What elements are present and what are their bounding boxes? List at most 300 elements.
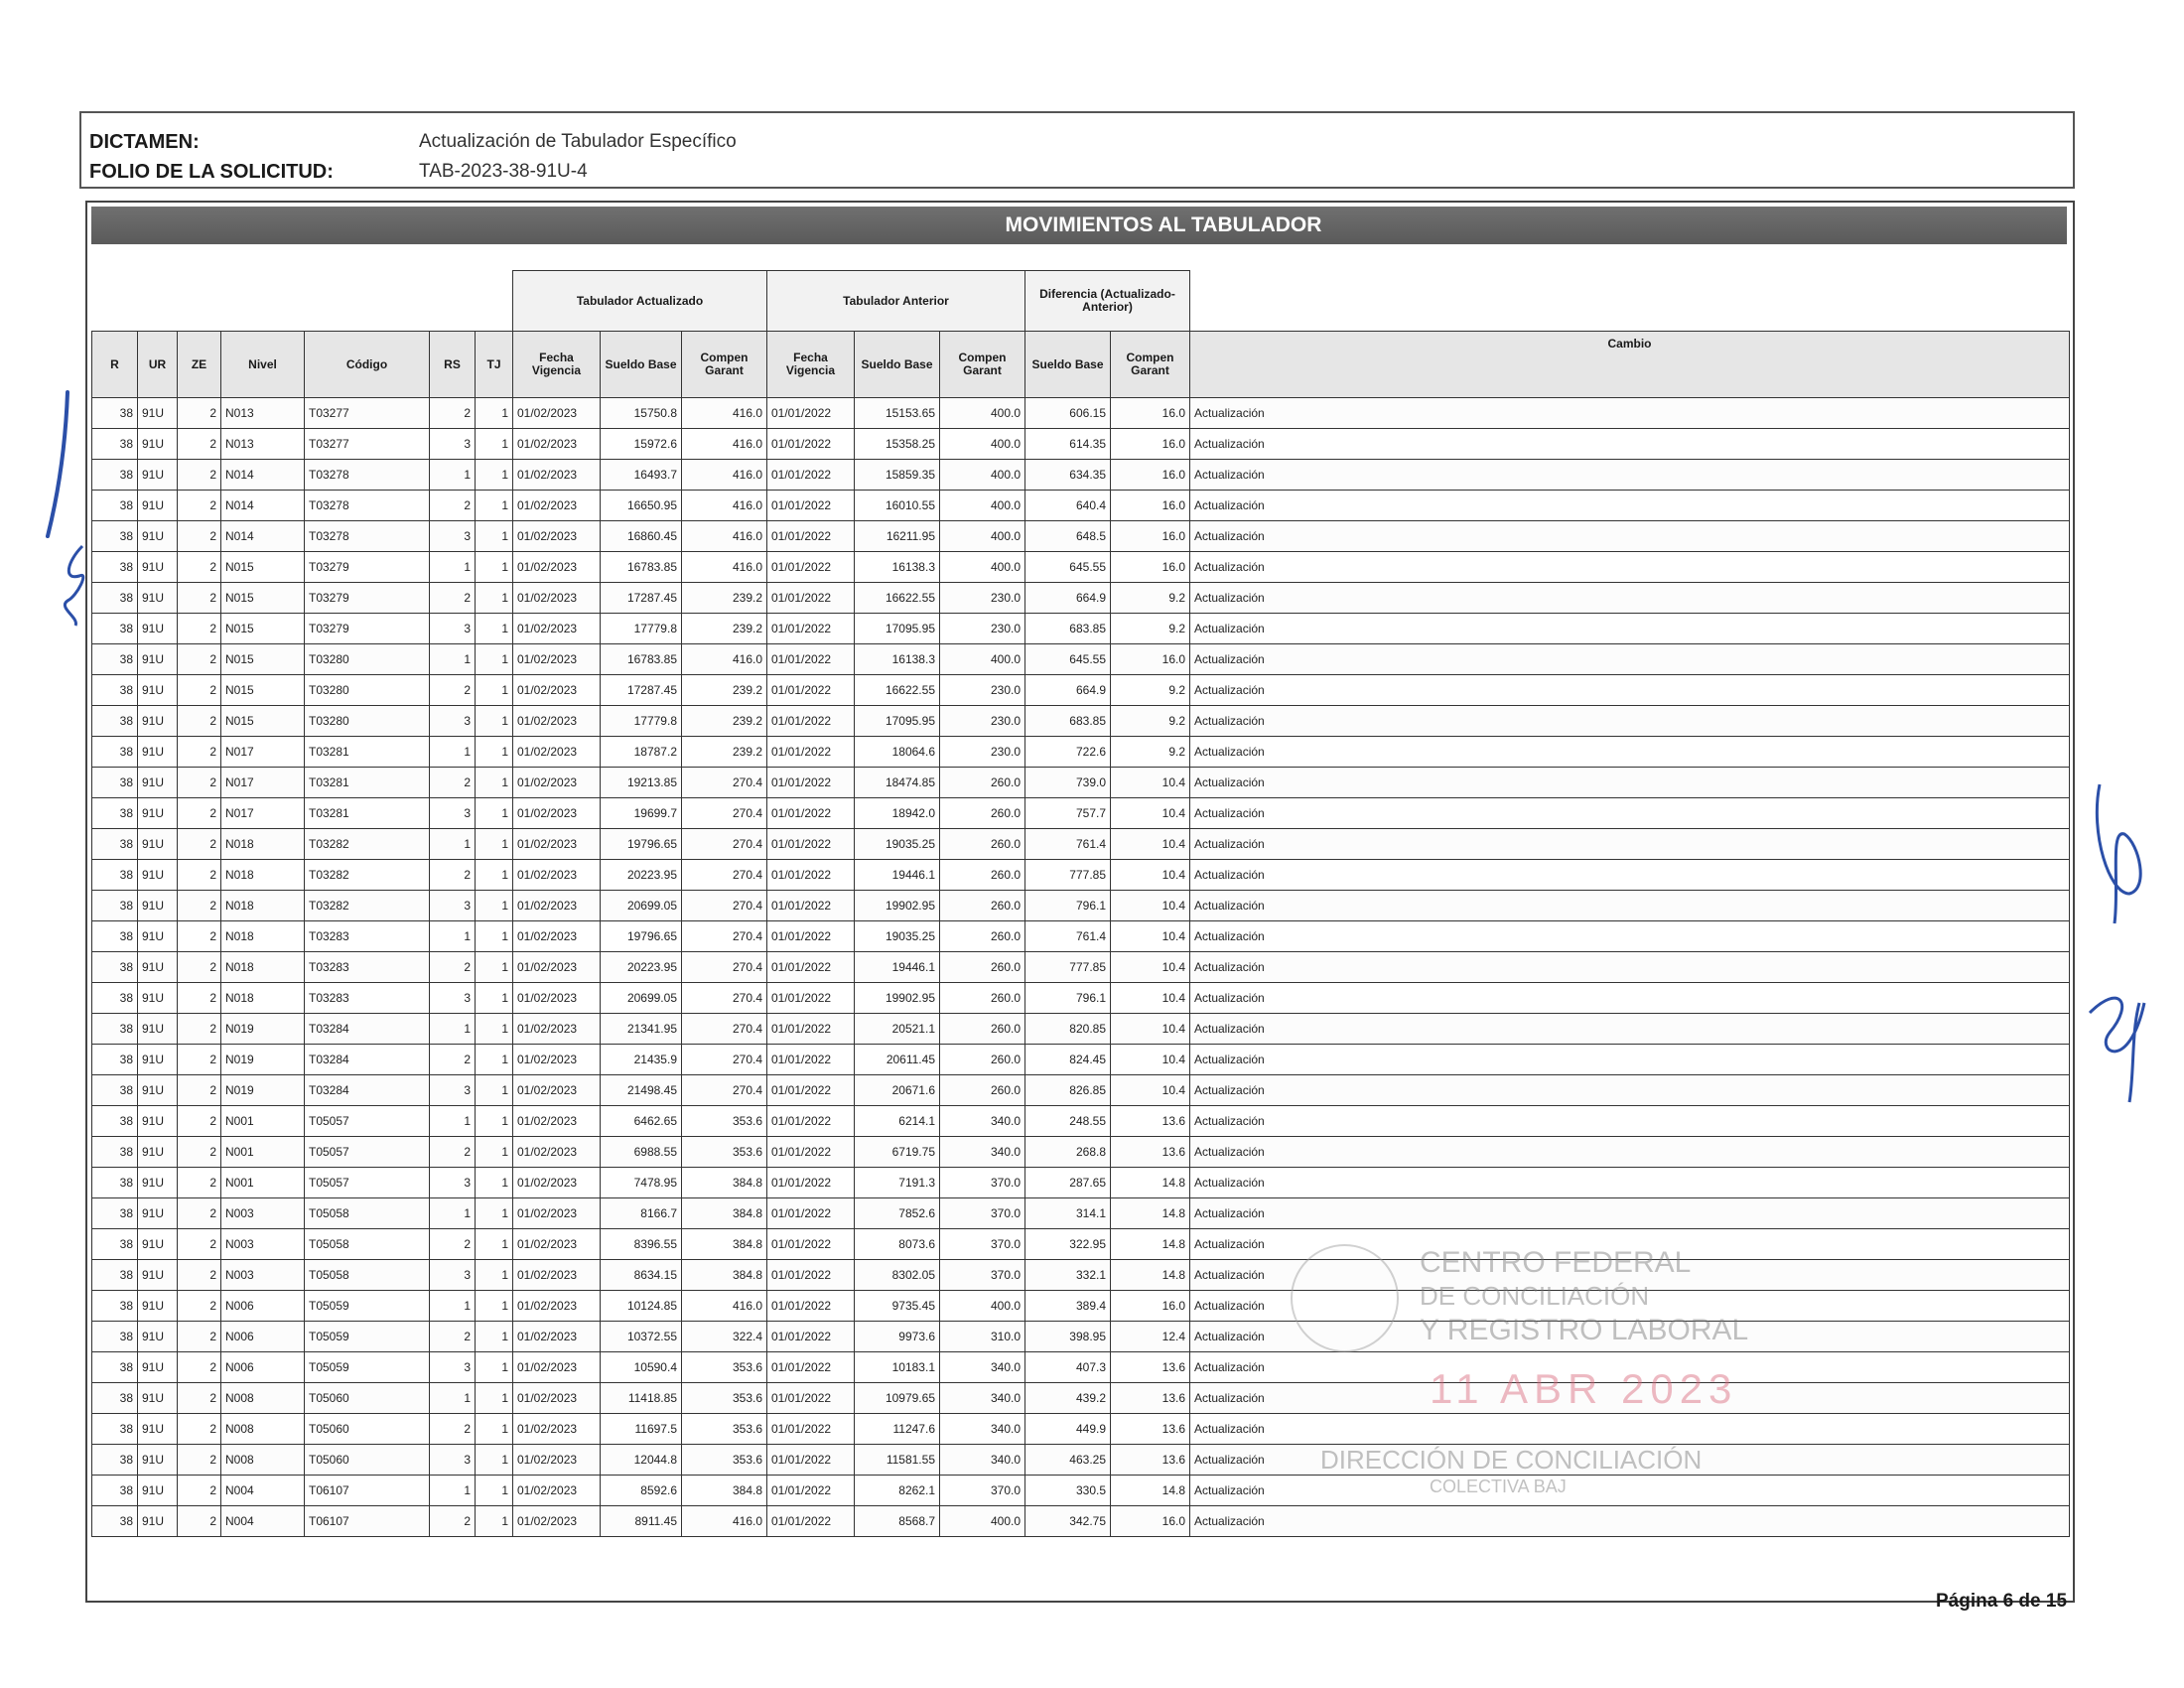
cell-sueldo-base-ant: 15859.35: [855, 460, 940, 491]
cell-cambio: Actualización: [1190, 829, 2070, 860]
cell-fecha-vigencia-act: 01/02/2023: [513, 921, 601, 952]
cell-sueldo-base-act: 16783.85: [601, 644, 682, 675]
cell-rs: 1: [430, 1014, 476, 1045]
col-nivel: Nivel: [221, 332, 305, 398]
cell-sueldo-base-ant: 8262.1: [855, 1476, 940, 1506]
cell-fecha-vigencia-ant: 01/01/2022: [767, 891, 855, 921]
cell-sueldo-base-dif: 664.9: [1025, 583, 1111, 614]
cell-ze: 2: [178, 1106, 221, 1137]
cell-tj: 1: [476, 491, 513, 521]
cell-compen-garant-act: 270.4: [682, 1045, 767, 1075]
cell-cambio: Actualización: [1190, 1352, 2070, 1383]
cell-r: 38: [92, 1198, 138, 1229]
cell-fecha-vigencia-act: 01/02/2023: [513, 1045, 601, 1075]
cell-r: 38: [92, 1445, 138, 1476]
cell-rs: 1: [430, 1476, 476, 1506]
cell-codigo: T03279: [305, 614, 430, 644]
cell-sueldo-base-act: 19699.7: [601, 798, 682, 829]
cell-ze: 2: [178, 983, 221, 1014]
cell-sueldo-base-ant: 16211.95: [855, 521, 940, 552]
cell-nivel: N003: [221, 1198, 305, 1229]
cell-fecha-vigencia-ant: 01/01/2022: [767, 1414, 855, 1445]
table-row: [92, 1075, 2070, 1106]
cell-tj: 1: [476, 1014, 513, 1045]
cell-fecha-vigencia-ant: 01/01/2022: [767, 1168, 855, 1198]
cell-compen-garant-act: 416.0: [682, 1506, 767, 1537]
cell-tj: 1: [476, 398, 513, 429]
cell-r: 38: [92, 429, 138, 460]
cell-ur: 91U: [138, 1137, 178, 1168]
cell-sueldo-base-ant: 10183.1: [855, 1352, 940, 1383]
cell-nivel: N003: [221, 1229, 305, 1260]
cell-cambio: Actualización: [1190, 583, 2070, 614]
cell-fecha-vigencia-ant: 01/01/2022: [767, 1045, 855, 1075]
col-compen-garant-dif: Compen Garant: [1111, 332, 1190, 398]
cell-sueldo-base-act: 16493.7: [601, 460, 682, 491]
cell-sueldo-base-act: 20699.05: [601, 983, 682, 1014]
cell-r: 38: [92, 1506, 138, 1537]
cell-compen-garant-dif: 10.4: [1111, 891, 1190, 921]
col-sueldo-base-ant: Sueldo Base: [855, 332, 940, 398]
cell-compen-garant-dif: 14.8: [1111, 1168, 1190, 1198]
cell-compen-garant-ant: 370.0: [940, 1168, 1025, 1198]
table-row: [92, 737, 2070, 768]
cell-codigo: T05058: [305, 1229, 430, 1260]
cell-sueldo-base-dif: 683.85: [1025, 614, 1111, 644]
cell-cambio: Actualización: [1190, 1014, 2070, 1045]
cell-ur: 91U: [138, 644, 178, 675]
cell-ze: 2: [178, 398, 221, 429]
cell-fecha-vigencia-act: 01/02/2023: [513, 952, 601, 983]
cell-codigo: T03279: [305, 583, 430, 614]
cell-sueldo-base-ant: 7191.3: [855, 1168, 940, 1198]
cell-sueldo-base-act: 17779.8: [601, 614, 682, 644]
cell-r: 38: [92, 798, 138, 829]
cell-fecha-vigencia-act: 01/02/2023: [513, 768, 601, 798]
cell-ze: 2: [178, 583, 221, 614]
cell-ze: 2: [178, 1198, 221, 1229]
cell-compen-garant-ant: 230.0: [940, 737, 1025, 768]
cell-sueldo-base-ant: 18942.0: [855, 798, 940, 829]
cell-ze: 2: [178, 644, 221, 675]
cell-compen-garant-dif: 16.0: [1111, 460, 1190, 491]
cell-sueldo-base-ant: 16010.55: [855, 491, 940, 521]
cell-tj: 1: [476, 675, 513, 706]
cell-cambio: Actualización: [1190, 1075, 2070, 1106]
cell-ur: 91U: [138, 1075, 178, 1106]
cell-sueldo-base-act: 8166.7: [601, 1198, 682, 1229]
cell-codigo: T03282: [305, 860, 430, 891]
cell-sueldo-base-ant: 15153.65: [855, 398, 940, 429]
cell-ze: 2: [178, 552, 221, 583]
cell-ze: 2: [178, 1229, 221, 1260]
cell-nivel: N004: [221, 1506, 305, 1537]
cell-sueldo-base-dif: 820.85: [1025, 1014, 1111, 1045]
cell-fecha-vigencia-act: 01/02/2023: [513, 614, 601, 644]
cell-ur: 91U: [138, 552, 178, 583]
cell-fecha-vigencia-act: 01/02/2023: [513, 1014, 601, 1045]
cell-sueldo-base-dif: 463.25: [1025, 1445, 1111, 1476]
cell-tj: 1: [476, 1075, 513, 1106]
cell-codigo: T03284: [305, 1014, 430, 1045]
cell-cambio: Actualización: [1190, 552, 2070, 583]
cell-codigo: T05060: [305, 1445, 430, 1476]
col-rs: RS: [430, 332, 476, 398]
cell-cambio: Actualización: [1190, 1322, 2070, 1352]
group-blank-cambio: [1190, 271, 2070, 332]
cell-tj: 1: [476, 860, 513, 891]
cell-codigo: T03278: [305, 460, 430, 491]
cell-sueldo-base-ant: 20671.6: [855, 1075, 940, 1106]
cell-r: 38: [92, 1291, 138, 1322]
cell-fecha-vigencia-act: 01/02/2023: [513, 891, 601, 921]
cell-rs: 2: [430, 491, 476, 521]
cell-sueldo-base-dif: 398.95: [1025, 1322, 1111, 1352]
cell-ur: 91U: [138, 1291, 178, 1322]
cell-ze: 2: [178, 1414, 221, 1445]
cell-compen-garant-ant: 230.0: [940, 614, 1025, 644]
cell-cambio: Actualización: [1190, 1198, 2070, 1229]
cell-ur: 91U: [138, 706, 178, 737]
cell-sueldo-base-dif: 761.4: [1025, 921, 1111, 952]
cell-sueldo-base-dif: 824.45: [1025, 1045, 1111, 1075]
cell-ur: 91U: [138, 1352, 178, 1383]
cell-r: 38: [92, 891, 138, 921]
cell-nivel: N019: [221, 1014, 305, 1045]
cell-r: 38: [92, 491, 138, 521]
cell-sueldo-base-dif: 722.6: [1025, 737, 1111, 768]
cell-ze: 2: [178, 1260, 221, 1291]
cell-cambio: Actualización: [1190, 521, 2070, 552]
cell-sueldo-base-act: 19213.85: [601, 768, 682, 798]
col-fecha-vigencia-ant: Fecha Vigencia: [767, 332, 855, 398]
cell-tj: 1: [476, 583, 513, 614]
cell-cambio: Actualización: [1190, 1229, 2070, 1260]
cell-tj: 1: [476, 1445, 513, 1476]
cell-cambio: Actualización: [1190, 614, 2070, 644]
cell-compen-garant-dif: 10.4: [1111, 798, 1190, 829]
cell-compen-garant-act: 239.2: [682, 583, 767, 614]
cell-compen-garant-ant: 370.0: [940, 1229, 1025, 1260]
cell-sueldo-base-dif: 287.65: [1025, 1168, 1111, 1198]
cell-fecha-vigencia-act: 01/02/2023: [513, 860, 601, 891]
cell-rs: 2: [430, 1045, 476, 1075]
cell-compen-garant-ant: 310.0: [940, 1322, 1025, 1352]
cell-compen-garant-dif: 9.2: [1111, 614, 1190, 644]
cell-r: 38: [92, 1014, 138, 1045]
cell-ze: 2: [178, 737, 221, 768]
cell-compen-garant-ant: 400.0: [940, 644, 1025, 675]
cell-ze: 2: [178, 460, 221, 491]
cell-compen-garant-act: 270.4: [682, 1075, 767, 1106]
cell-tj: 1: [476, 614, 513, 644]
header-box: [79, 111, 2075, 189]
cell-compen-garant-act: 384.8: [682, 1168, 767, 1198]
cell-ur: 91U: [138, 1322, 178, 1352]
cell-tj: 1: [476, 1476, 513, 1506]
cell-sueldo-base-act: 21498.45: [601, 1075, 682, 1106]
cell-ur: 91U: [138, 1383, 178, 1414]
col-ur: UR: [138, 332, 178, 398]
cell-compen-garant-ant: 230.0: [940, 583, 1025, 614]
cell-ze: 2: [178, 1322, 221, 1352]
cell-nivel: N018: [221, 983, 305, 1014]
cell-cambio: Actualización: [1190, 1045, 2070, 1075]
cell-rs: 3: [430, 1352, 476, 1383]
cell-fecha-vigencia-ant: 01/01/2022: [767, 829, 855, 860]
cell-sueldo-base-ant: 9973.6: [855, 1322, 940, 1352]
cell-sueldo-base-dif: 664.9: [1025, 675, 1111, 706]
cell-compen-garant-act: 270.4: [682, 921, 767, 952]
cell-ur: 91U: [138, 1260, 178, 1291]
cell-ze: 2: [178, 1168, 221, 1198]
cell-compen-garant-act: 270.4: [682, 798, 767, 829]
cell-nivel: N006: [221, 1291, 305, 1322]
cell-fecha-vigencia-ant: 01/01/2022: [767, 398, 855, 429]
cell-fecha-vigencia-ant: 01/01/2022: [767, 1075, 855, 1106]
cell-ur: 91U: [138, 1229, 178, 1260]
table-row: [92, 768, 2070, 798]
cell-compen-garant-ant: 260.0: [940, 952, 1025, 983]
cell-cambio: Actualización: [1190, 1106, 2070, 1137]
group-anterior: Tabulador Anterior: [767, 271, 1025, 332]
cell-r: 38: [92, 860, 138, 891]
cell-sueldo-base-dif: 796.1: [1025, 983, 1111, 1014]
cell-codigo: T03280: [305, 706, 430, 737]
cell-compen-garant-act: 239.2: [682, 675, 767, 706]
cell-compen-garant-ant: 340.0: [940, 1383, 1025, 1414]
cell-sueldo-base-dif: 757.7: [1025, 798, 1111, 829]
cell-compen-garant-ant: 400.0: [940, 398, 1025, 429]
cell-rs: 2: [430, 583, 476, 614]
cell-compen-garant-act: 270.4: [682, 952, 767, 983]
cell-compen-garant-ant: 400.0: [940, 460, 1025, 491]
cell-codigo: T05058: [305, 1260, 430, 1291]
cell-nivel: N015: [221, 644, 305, 675]
cell-r: 38: [92, 1229, 138, 1260]
cell-rs: 2: [430, 398, 476, 429]
cell-fecha-vigencia-act: 01/02/2023: [513, 1352, 601, 1383]
cell-r: 38: [92, 614, 138, 644]
cell-compen-garant-dif: 14.8: [1111, 1476, 1190, 1506]
cell-cambio: Actualización: [1190, 1260, 2070, 1291]
cell-sueldo-base-act: 16783.85: [601, 552, 682, 583]
cell-sueldo-base-dif: 449.9: [1025, 1414, 1111, 1445]
table-row: [92, 1168, 2070, 1198]
cell-rs: 3: [430, 798, 476, 829]
table-row: [92, 1106, 2070, 1137]
cell-nivel: N019: [221, 1045, 305, 1075]
cell-ze: 2: [178, 1014, 221, 1045]
cell-rs: 3: [430, 521, 476, 552]
cell-nivel: N014: [221, 491, 305, 521]
cell-codigo: T03278: [305, 521, 430, 552]
table-row: [92, 706, 2070, 737]
cell-nivel: N015: [221, 614, 305, 644]
cell-compen-garant-ant: 260.0: [940, 829, 1025, 860]
cell-nivel: N017: [221, 798, 305, 829]
cell-sueldo-base-ant: 18064.6: [855, 737, 940, 768]
cell-rs: 1: [430, 552, 476, 583]
cell-compen-garant-act: 353.6: [682, 1352, 767, 1383]
cell-sueldo-base-act: 19796.65: [601, 829, 682, 860]
cell-sueldo-base-act: 20699.05: [601, 891, 682, 921]
cell-nivel: N018: [221, 921, 305, 952]
cell-compen-garant-dif: 14.8: [1111, 1229, 1190, 1260]
cell-codigo: T03280: [305, 675, 430, 706]
cell-rs: 2: [430, 1506, 476, 1537]
cell-compen-garant-act: 416.0: [682, 1291, 767, 1322]
cell-sueldo-base-ant: 8073.6: [855, 1229, 940, 1260]
cell-compen-garant-dif: 16.0: [1111, 644, 1190, 675]
seal-icon: [1291, 1244, 1399, 1352]
cell-codigo: T05060: [305, 1383, 430, 1414]
cell-sueldo-base-dif: 648.5: [1025, 521, 1111, 552]
cell-r: 38: [92, 952, 138, 983]
cell-r: 38: [92, 921, 138, 952]
table-row: [92, 1137, 2070, 1168]
cell-rs: 2: [430, 675, 476, 706]
cell-compen-garant-act: 384.8: [682, 1229, 767, 1260]
cell-rs: 3: [430, 1168, 476, 1198]
cell-fecha-vigencia-ant: 01/01/2022: [767, 675, 855, 706]
cell-nivel: N008: [221, 1414, 305, 1445]
cell-tj: 1: [476, 1137, 513, 1168]
cell-sueldo-base-act: 15972.6: [601, 429, 682, 460]
cell-r: 38: [92, 521, 138, 552]
cell-compen-garant-dif: 10.4: [1111, 921, 1190, 952]
cell-compen-garant-act: 384.8: [682, 1476, 767, 1506]
cell-codigo: T03278: [305, 491, 430, 521]
cell-sueldo-base-dif: 614.35: [1025, 429, 1111, 460]
cell-r: 38: [92, 1106, 138, 1137]
cell-compen-garant-ant: 370.0: [940, 1198, 1025, 1229]
cell-rs: 3: [430, 706, 476, 737]
table-row: [92, 675, 2070, 706]
cell-fecha-vigencia-act: 01/02/2023: [513, 1445, 601, 1476]
cell-fecha-vigencia-act: 01/02/2023: [513, 1291, 601, 1322]
cell-fecha-vigencia-ant: 01/01/2022: [767, 1106, 855, 1137]
cell-sueldo-base-dif: 777.85: [1025, 952, 1111, 983]
cell-ur: 91U: [138, 768, 178, 798]
col-r: R: [92, 332, 138, 398]
cell-tj: 1: [476, 1045, 513, 1075]
cell-fecha-vigencia-ant: 01/01/2022: [767, 1229, 855, 1260]
cell-compen-garant-act: 384.8: [682, 1198, 767, 1229]
cell-ur: 91U: [138, 891, 178, 921]
cell-sueldo-base-act: 12044.8: [601, 1445, 682, 1476]
cell-cambio: Actualización: [1190, 1383, 2070, 1414]
cell-compen-garant-dif: 10.4: [1111, 1014, 1190, 1045]
cell-tj: 1: [476, 983, 513, 1014]
cell-compen-garant-ant: 340.0: [940, 1414, 1025, 1445]
cell-fecha-vigencia-ant: 01/01/2022: [767, 583, 855, 614]
cell-ze: 2: [178, 1476, 221, 1506]
cell-r: 38: [92, 583, 138, 614]
cell-cambio: Actualización: [1190, 952, 2070, 983]
cell-codigo: T05058: [305, 1198, 430, 1229]
cell-nivel: N006: [221, 1322, 305, 1352]
cell-sueldo-base-act: 17779.8: [601, 706, 682, 737]
folio-label: FOLIO DE LA SOLICITUD:: [89, 161, 334, 183]
cell-sueldo-base-dif: 826.85: [1025, 1075, 1111, 1106]
cell-tj: 1: [476, 1106, 513, 1137]
cell-fecha-vigencia-act: 01/02/2023: [513, 1322, 601, 1352]
cell-r: 38: [92, 737, 138, 768]
cell-cambio: Actualización: [1190, 706, 2070, 737]
cell-sueldo-base-dif: 330.5: [1025, 1476, 1111, 1506]
cell-fecha-vigencia-ant: 01/01/2022: [767, 860, 855, 891]
cell-tj: 1: [476, 429, 513, 460]
cell-compen-garant-ant: 230.0: [940, 675, 1025, 706]
cell-nivel: N008: [221, 1445, 305, 1476]
cell-rs: 3: [430, 1445, 476, 1476]
col-codigo: Código: [305, 332, 430, 398]
cell-sueldo-base-dif: 739.0: [1025, 768, 1111, 798]
cell-fecha-vigencia-ant: 01/01/2022: [767, 1383, 855, 1414]
cell-ze: 2: [178, 1045, 221, 1075]
cell-ur: 91U: [138, 952, 178, 983]
cell-rs: 1: [430, 1291, 476, 1322]
cell-ze: 2: [178, 1352, 221, 1383]
cell-ze: 2: [178, 1506, 221, 1537]
cell-tj: 1: [476, 1322, 513, 1352]
cell-ur: 91U: [138, 983, 178, 1014]
col-fecha-vigencia-act: Fecha Vigencia: [513, 332, 601, 398]
cell-sueldo-base-ant: 19035.25: [855, 829, 940, 860]
cell-rs: 2: [430, 860, 476, 891]
cell-nivel: N003: [221, 1260, 305, 1291]
cell-sueldo-base-dif: 606.15: [1025, 398, 1111, 429]
cell-tj: 1: [476, 829, 513, 860]
cell-tj: 1: [476, 460, 513, 491]
cell-sueldo-base-ant: 16138.3: [855, 552, 940, 583]
cell-r: 38: [92, 552, 138, 583]
cell-compen-garant-ant: 400.0: [940, 429, 1025, 460]
cell-compen-garant-act: 416.0: [682, 398, 767, 429]
cell-compen-garant-ant: 260.0: [940, 1014, 1025, 1045]
cell-sueldo-base-act: 8634.15: [601, 1260, 682, 1291]
cell-compen-garant-act: 353.6: [682, 1414, 767, 1445]
cell-nivel: N015: [221, 675, 305, 706]
cell-cambio: Actualización: [1190, 491, 2070, 521]
cell-sueldo-base-ant: 19902.95: [855, 983, 940, 1014]
col-cambio: Cambio: [1190, 332, 2070, 398]
cell-compen-garant-act: 270.4: [682, 768, 767, 798]
cell-ur: 91U: [138, 798, 178, 829]
cell-sueldo-base-ant: 8302.05: [855, 1260, 940, 1291]
cell-codigo: T03281: [305, 798, 430, 829]
cell-rs: 2: [430, 1322, 476, 1352]
cell-nivel: N017: [221, 768, 305, 798]
table-row: [92, 614, 2070, 644]
cell-sueldo-base-dif: 645.55: [1025, 644, 1111, 675]
table-row: [92, 429, 2070, 460]
cell-compen-garant-act: 384.8: [682, 1260, 767, 1291]
cell-rs: 1: [430, 1198, 476, 1229]
cell-fecha-vigencia-act: 01/02/2023: [513, 552, 601, 583]
folio-value: TAB-2023-38-91U-4: [419, 161, 588, 182]
cell-sueldo-base-ant: 18474.85: [855, 768, 940, 798]
cell-sueldo-base-dif: 248.55: [1025, 1106, 1111, 1137]
cell-rs: 1: [430, 737, 476, 768]
cell-compen-garant-dif: 12.4: [1111, 1322, 1190, 1352]
cell-ze: 2: [178, 429, 221, 460]
cell-sueldo-base-dif: 322.95: [1025, 1229, 1111, 1260]
cell-fecha-vigencia-ant: 01/01/2022: [767, 1445, 855, 1476]
cell-ze: 2: [178, 614, 221, 644]
cell-tj: 1: [476, 1506, 513, 1537]
